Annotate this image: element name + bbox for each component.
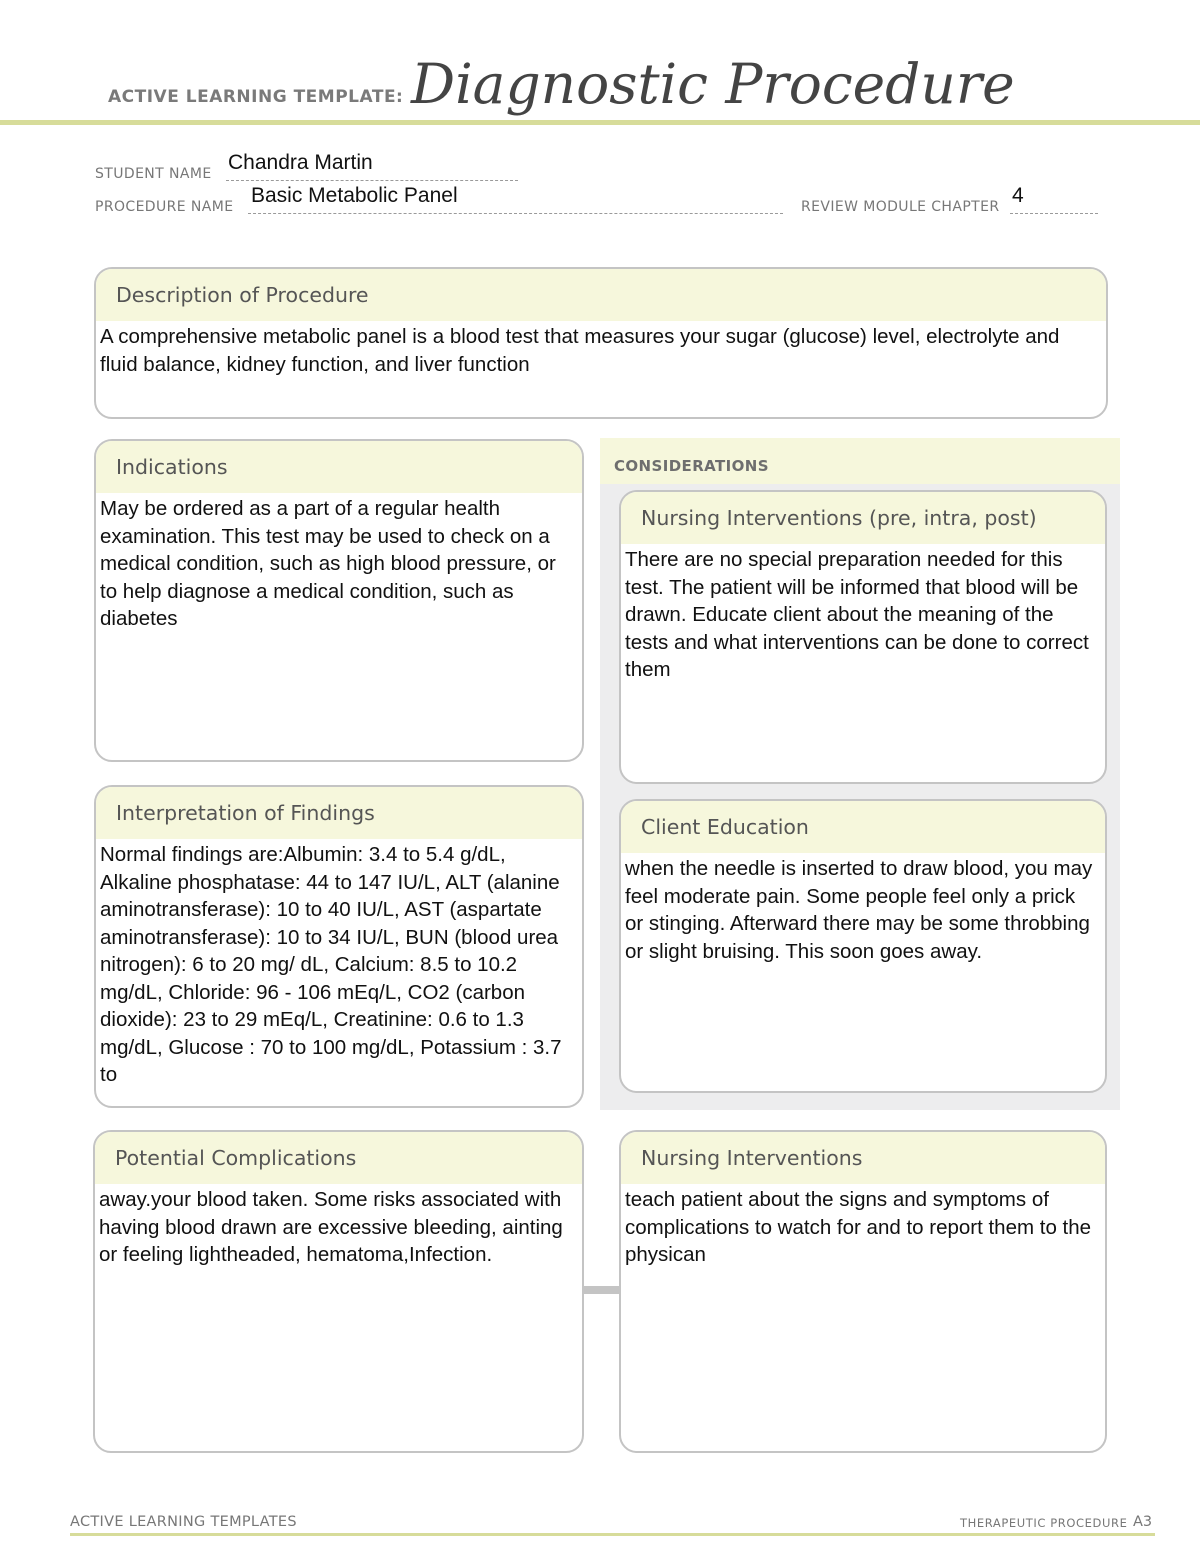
procedure-name-label: PROCEDURE NAME: [95, 199, 234, 215]
client-education-text[interactable]: when the needle is inserted to draw blood, you may feel moderate pain. Some people feel only a prick or stinging. Afterward there may be some throbbing or slight bruising. This soon goes away.: [625, 857, 1093, 963]
client-education-box: [619, 799, 1107, 1093]
considerations-label: CONSIDERATIONS: [614, 457, 769, 475]
indications-box: [94, 439, 584, 762]
student-name-line: [226, 180, 518, 181]
complications-title: Potential Complications: [95, 1132, 582, 1184]
nursing-interventions-title: Nursing Interventions: [621, 1132, 1105, 1184]
indications-title: Indications: [96, 441, 582, 493]
nursing-interventions-pre-title: Nursing Interventions (pre, intra, post): [621, 492, 1105, 544]
box-connector: [582, 1286, 622, 1294]
complications-text[interactable]: away.your blood taken. Some risks associated with having blood drawn are excessive bleeding, ainting or feeling lightheaded, hematoma,Infection.: [99, 1188, 563, 1266]
footer-divider: [70, 1533, 1155, 1536]
footer-right: THERAPEUTIC PROCEDURE: [960, 1516, 1128, 1530]
nursing-interventions-box: [619, 1130, 1107, 1453]
review-module-line: [1010, 213, 1098, 214]
interpretation-text[interactable]: Normal findings are:Albumin: 3.4 to 5.4 g/dL, Alkaline phosphatase: 44 to 147 IU/L, ALT (alanine aminotransferase): 10 to 40 IU/L, AST (aspartate aminotransferase): 10 to 34 IU/L, BUN (blood urea nitrogen): 6 to 20 mg/ dL, Calcium: 8.5 to 10.2 mg/dL, Chloride: 96 - 106 mEq/L, CO2 (carbon dioxide): 23 to 29 mEq/L, Creatinine: 0.6 to 1.3 mg/dL, Glucose : 70 to 100 mg/dL, Potassium : 3.7 to: [100, 843, 562, 1086]
review-module-label: REVIEW MODULE CHAPTER: [801, 199, 1000, 215]
indications-text[interactable]: May be ordered as a part of a regular health examination. This test may be used to check on a medical condition, such as high blood pressure, or to help diagnose a medical condition, such as diabetes: [100, 497, 556, 630]
student-name-field[interactable]: Chandra Martin: [228, 151, 373, 174]
procedure-name-field[interactable]: Basic Metabolic Panel: [251, 184, 458, 207]
student-name-label: STUDENT NAME: [95, 166, 212, 182]
complications-box: [93, 1130, 584, 1453]
interpretation-box: [94, 785, 584, 1108]
client-education-title: Client Education: [621, 801, 1105, 853]
nursing-interventions-pre-box: [619, 490, 1107, 784]
page-number: A3: [1133, 1514, 1153, 1530]
template-label: ACTIVE LEARNING TEMPLATE:: [108, 87, 404, 107]
nursing-interventions-text[interactable]: teach patient about the signs and symptoms of complications to watch for and to report them to the physican: [625, 1188, 1092, 1266]
procedure-name-line: [248, 213, 783, 214]
description-text[interactable]: A comprehensive metabolic panel is a blood test that measures your sugar (glucose) level, electrolyte and fluid balance, kidney function, and liver function: [100, 325, 1060, 376]
nursing-interventions-pre-text[interactable]: There are no special preparation needed for this test. The patient will be informed that blood will be drawn. Educate client about the meaning of the tests and what interventions can be done to correct them: [625, 548, 1089, 681]
footer-left: ACTIVE LEARNING TEMPLATES: [70, 1514, 297, 1530]
header-divider: [0, 120, 1200, 125]
description-box: [94, 267, 1108, 419]
description-title: Description of Procedure: [96, 269, 1106, 321]
review-module-field[interactable]: 4: [1012, 184, 1024, 207]
interpretation-title: Interpretation of Findings: [96, 787, 582, 839]
page-title: Diagnostic Procedure: [411, 52, 1015, 116]
